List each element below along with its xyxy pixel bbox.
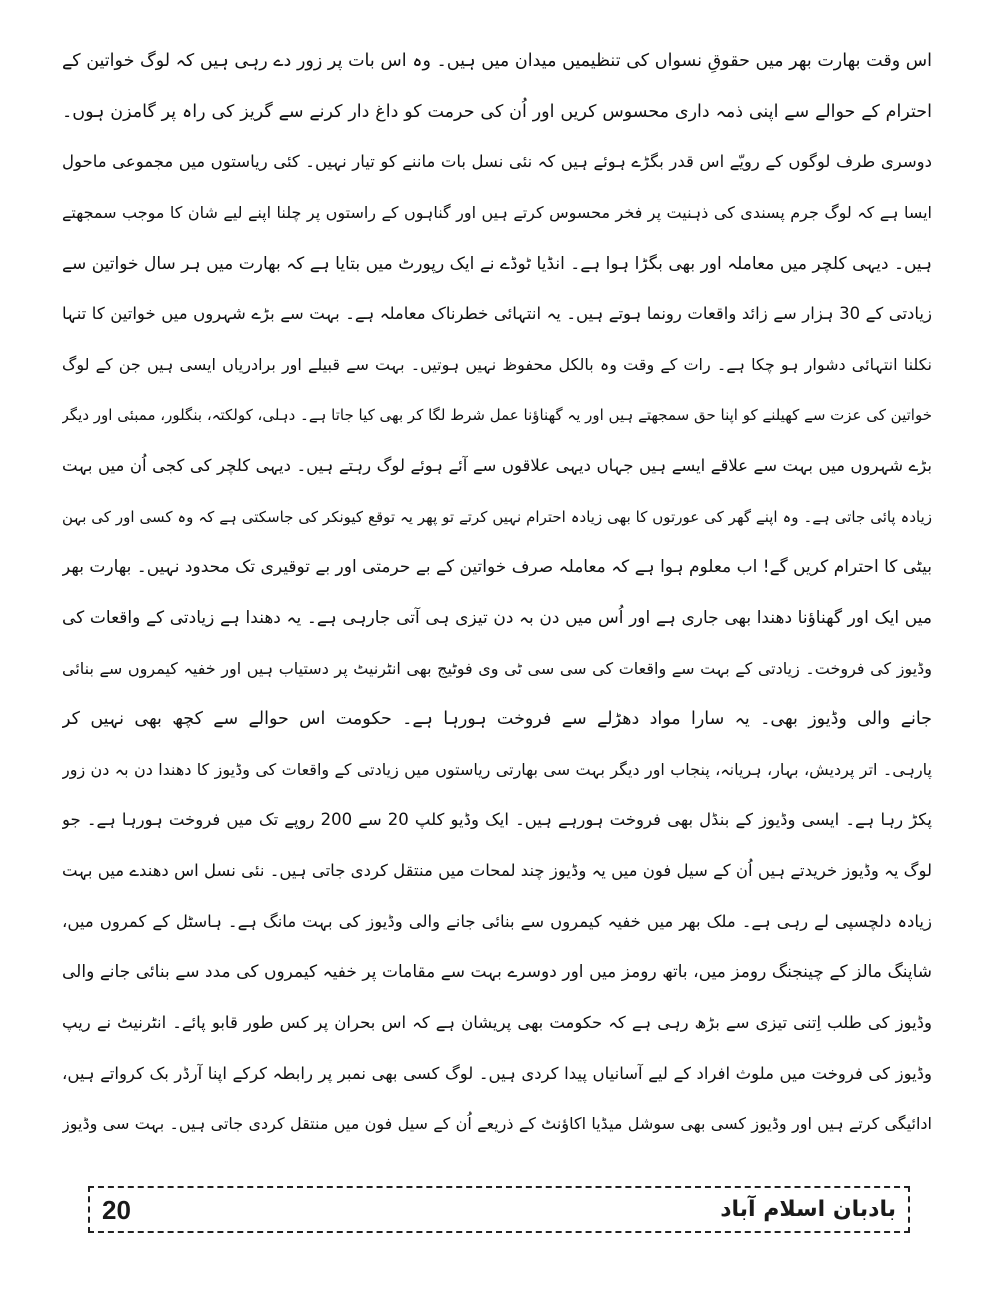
text-line: ہیں۔ دیہی کلچر میں معاملہ اور بھی بگڑا ہوا ہے۔ انڈیا ٹوڈے نے ایک رپورٹ میں بتایا ہے کہ بھارت میں ہر سال خواتین سے (62, 253, 932, 274)
article-body (62, 36, 932, 1150)
text-line: لوگ یہ وڈیوز خریدتے ہیں اُن کے سیل فون میں یہ وڈیوز چند لمحات میں منتقل کردی جاتی ہیں۔ نئی نسل اس دھندے میں بہت (62, 861, 932, 880)
text-line: نکلنا انتہائی دشوار ہو چکا ہے۔ رات کے وقت وہ بالکل محفوظ نہیں ہوتیں۔ بہت سے قبیلے اور برادریاں ایسی ہیں جن کے لوگ (62, 354, 932, 374)
page-number: 20 (102, 1195, 131, 1225)
text-line: میں ایک اور گھناؤنا دھندا بھی جاری ہے اور اُس میں دن بہ دن تیزی ہی آتی جارہی ہے۔ یہ دھندا ہے زیادتی کے واقعات کی (62, 607, 932, 628)
text-line: اس وقت بھارت بھر میں حقوقِ نسواں کی تنظیمیں میدان میں ہیں۔ وہ اس بات پر زور دے رہی ہیں کہ لوگ خواتین کے (62, 51, 932, 71)
text-line: خواتین کی عزت سے کھیلنے کو اپنا حق سمجھتے ہیں اور یہ گھناؤنا عمل شرط لگا کر بھی کیا جاتا ہے۔ دہلی، کولکتہ، بنگلور، ممبئی اور دیگر (62, 406, 932, 425)
text-line: ادائیگی کرتے ہیں اور وڈیوز کسی بھی سوشل میڈیا اکاؤنٹ کے ذریعے اُن کے سیل فون میں منتقل کردی جاتی ہیں۔ بہت سی وڈیوز (62, 1114, 932, 1134)
text-line: ایسا ہے کہ لوگ جرم پسندی کی ذہنیت پر فخر محسوس کرتے ہیں اور گناہوں کے راستوں پر چلنا اپنے لیے شان کا موجب سمجھتے (62, 202, 932, 222)
text-line: وڈیوز کی طلب اِتنی تیزی سے بڑھ رہی ہے کہ حکومت بھی پریشان ہے کہ اس بحران پر کس طور قابو پائے۔ انٹرنیٹ نے ریپ (62, 1012, 932, 1032)
text-line: دوسری طرف لوگوں کے رویّے اس قدر بگڑے ہوئے ہیں کہ نئی نسل بات ماننے کو تیار نہیں۔ کئی ریاستوں میں مجموعی ماحول (62, 152, 932, 172)
text-line: بیٹی کا احترام کریں گے! اب معلوم ہوا ہے کہ معاملہ صرف خواتین کے بے حرمتی اور بے توقیری تک محدود نہیں۔ بھارت بھر (62, 557, 932, 578)
text-line: زیادتی کے 30 ہزار سے زائد واقعات رونما ہوتے ہیں۔ یہ انتہائی خطرناک معاملہ ہے۔ بہت سے بڑے شہروں میں خواتین کا تنہا (62, 304, 932, 324)
text-line: وڈیوز کی فروخت۔ زیادتی کے بہت سے واقعات کی سی سی ٹی وی فوٹیج بھی انٹرنیٹ پر دستیاب ہیں اور خفیہ کیمروں سے بنائی (62, 658, 932, 678)
text-line: وڈیوز کی فروخت میں ملوث افراد کے لیے آسانیاں پیدا کردی ہیں۔ لوگ کسی بھی نمبر پر رابطہ کرکے اپنا آرڈر بک کرواتے ہیں، (62, 1063, 932, 1083)
text-line: پکڑ رہا ہے۔ ایسی وڈیوز کے بنڈل بھی فروخت ہورہے ہیں۔ ایک وڈیو کلپ 20 سے 200 روپے تک میں فروخت ہورہا ہے۔ جو (62, 810, 932, 830)
text-line: پارہی۔ اتر پردیش، بہار، ہریانہ، پنجاب اور دیگر بہت سی بھارتی ریاستوں میں زیادتی کے واقعات کی وڈیوز کا دھندا دن بہ دن زور (62, 759, 932, 779)
text-line: جانے والی وڈیوز بھی۔ یہ سارا مواد دھڑلے سے فروخت ہورہا ہے۔ حکومت اس حوالے سے کچھ بھی نہیں کر (62, 709, 932, 730)
text-line: شاپنگ مالز کے چینجنگ رومز میں، باتھ رومز میں اور دوسرے بہت سے مقامات پر خفیہ کیمروں کی مدد سے بنائی جانے والی (62, 962, 932, 983)
text-line: احترام کے حوالے سے اپنی ذمہ داری محسوس کریں اور اُن کی حرمت کو داغ دار کرنے سے گریز کی راہ پر گامزن ہوں۔ (62, 101, 932, 122)
text-line: زیادہ پائی جاتی ہے۔ وہ اپنے گھر کی عورتوں کا بھی زیادہ احترام نہیں کرتے تو پھر یہ توقع کیونکر کی جاسکتی ہے کہ وہ کسی اور کی بہن (62, 507, 932, 526)
text-line: بڑے شہروں میں بہت سے علاقے ایسے ہیں جہاں دیہی علاقوں سے آئے ہوئے لوگ رہتے ہیں۔ دیہی کلچر کی کجی اُن میں بہت (62, 456, 932, 475)
text-line: زیادہ دلچسپی لے رہی ہے۔ ملک بھر میں خفیہ کیمروں سے بنائی جانے والی وڈیوز کی بہت مانگ ہے۔ ہاسٹل کے کمروں میں، (62, 911, 932, 931)
publication-name: بادبان اسلام آباد (720, 1197, 896, 1222)
page-footer (88, 1186, 910, 1233)
